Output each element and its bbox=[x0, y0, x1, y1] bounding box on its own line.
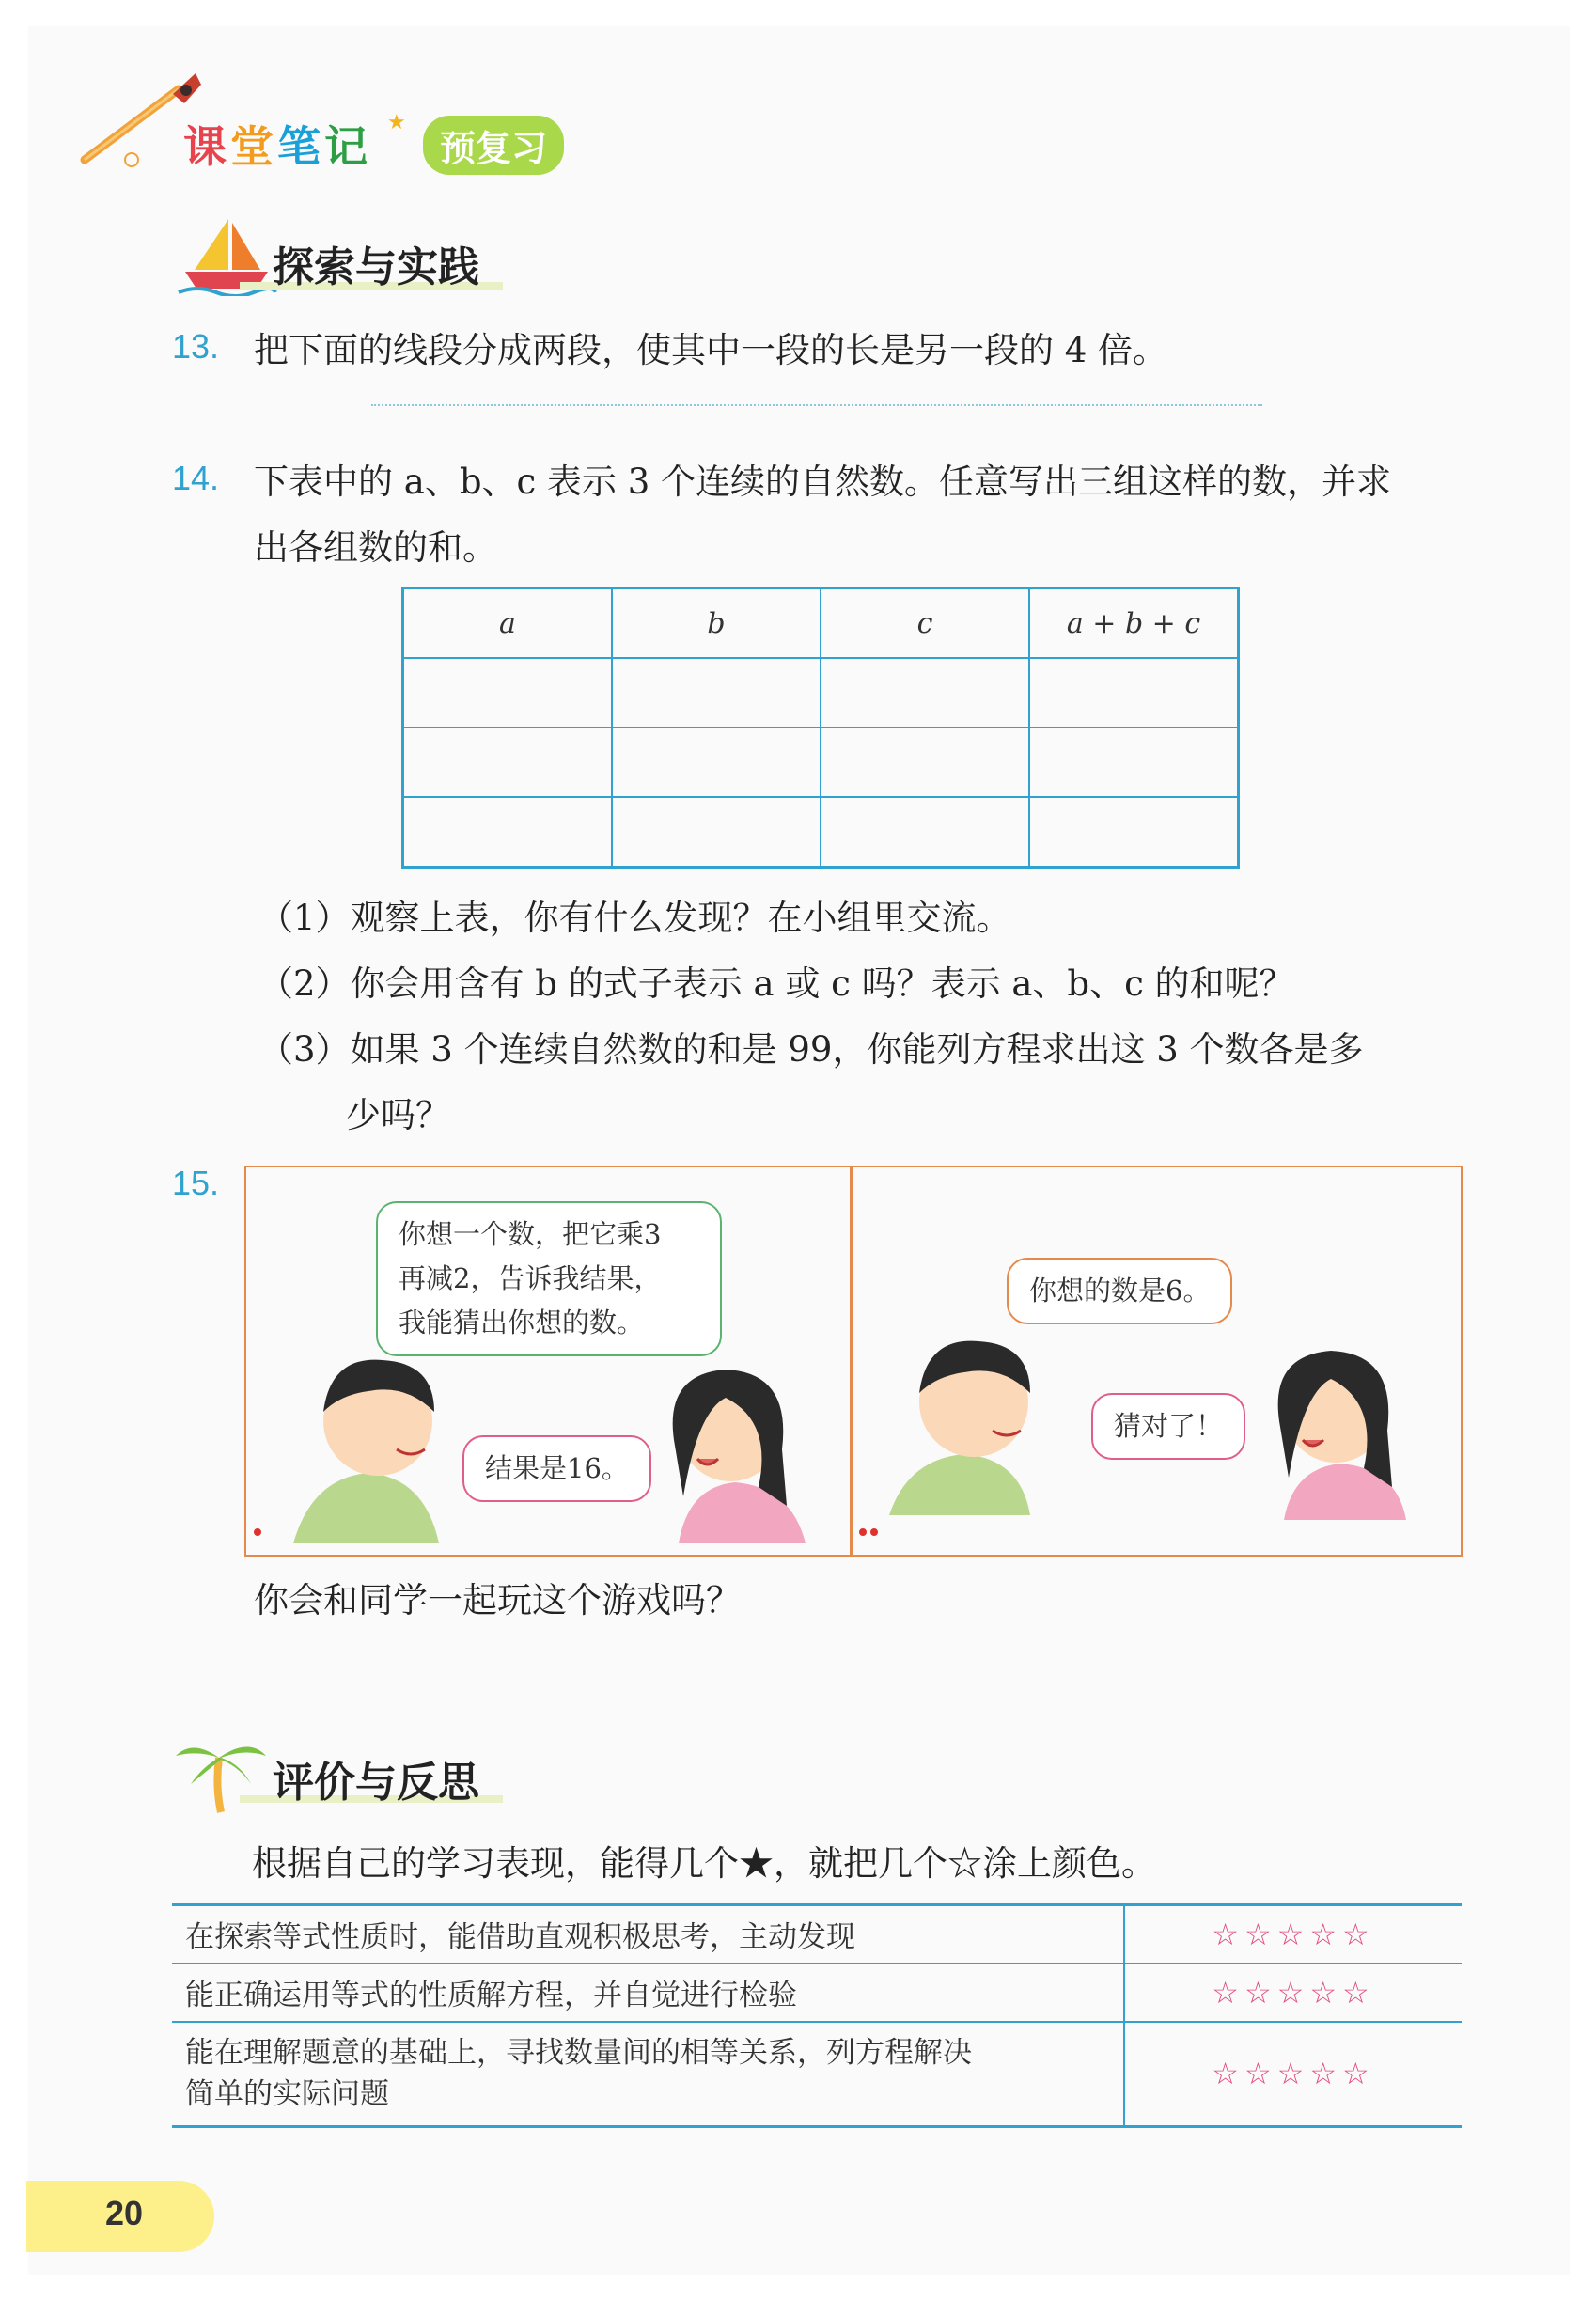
evaluation-table bbox=[172, 1903, 1462, 2128]
sub-question-3-line2: 少吗？ bbox=[346, 1095, 450, 1135]
panel-marker bbox=[859, 1528, 867, 1536]
sub-question-3-line1: （3）如果 3 个连续自然数的和是 99，你能列方程求出这 3 个数各是多 bbox=[258, 1029, 1364, 1070]
table-cell[interactable] bbox=[1029, 728, 1239, 797]
header-title bbox=[183, 113, 371, 175]
table-header-cell: c bbox=[821, 588, 1029, 659]
table-row bbox=[403, 797, 1239, 868]
comic-panel-right bbox=[850, 1166, 1463, 1557]
question-number: 13. bbox=[172, 327, 220, 366]
table-cell[interactable] bbox=[612, 658, 821, 728]
comic-panel-left bbox=[244, 1166, 853, 1557]
question-text: 把下面的线段分成两段，使其中一段的长是另一段的 4 倍。 bbox=[254, 330, 1168, 370]
table-cell[interactable] bbox=[612, 728, 821, 797]
question-number: 14. bbox=[172, 459, 220, 497]
star-rating[interactable]: ☆☆☆☆☆ bbox=[1124, 1905, 1462, 1964]
star-rating[interactable]: ☆☆☆☆☆ bbox=[1124, 2022, 1462, 2127]
page-number-tab bbox=[26, 2181, 214, 2252]
panel-marker bbox=[870, 1528, 878, 1536]
line-segment bbox=[371, 404, 1262, 406]
evaluation-criterion bbox=[172, 2022, 1124, 2127]
question-text: 你会和同学一起玩这个游戏吗？ bbox=[254, 1580, 741, 1620]
table-row bbox=[403, 728, 1239, 797]
question-text-line1: 下表中的 a、b、c 表示 3 个连续的自然数。任意写出三组这样的数，并求 bbox=[254, 462, 1392, 502]
table-row bbox=[403, 658, 1239, 728]
section-title-explore: 探索与实践 bbox=[273, 243, 479, 291]
table-header-cell: a + b + c bbox=[1029, 588, 1239, 659]
table-header-row bbox=[403, 588, 1239, 659]
header-char: 堂 bbox=[230, 121, 277, 172]
criterion-line: 能在理解题意的基础上，寻找数量间的相等关系，列方程解决 bbox=[185, 2036, 972, 2071]
header-badge: 预复习 bbox=[423, 116, 564, 175]
criterion-line: 简单的实际问题 bbox=[185, 2077, 389, 2112]
page-number: 20 bbox=[105, 2194, 144, 2232]
evaluation-criterion: 在探索等式性质时，能借助直观积极思考，主动发现 bbox=[172, 1905, 1124, 1964]
question-number: 15. bbox=[172, 1164, 220, 1202]
section-title-evaluate: 评价与反思 bbox=[273, 1759, 479, 1807]
table-cell[interactable] bbox=[1029, 797, 1239, 868]
bubble-line: 我能猜出你想的数。 bbox=[399, 1307, 645, 1338]
speech-bubble-girl-confirm: 猜对了！ bbox=[1091, 1393, 1245, 1460]
panel-marker bbox=[254, 1528, 261, 1536]
table-row bbox=[172, 1905, 1462, 1964]
bubble-line: 再减2，告诉我结果， bbox=[399, 1262, 662, 1294]
table-cell[interactable] bbox=[821, 728, 1029, 797]
table-cell[interactable] bbox=[403, 728, 613, 797]
children-illustration bbox=[880, 1308, 1444, 1543]
evaluation-instruction: 根据自己的学习表现，能得几个★，就把几个☆涂上颜色。 bbox=[252, 1843, 1156, 1884]
star-icon: ★ bbox=[387, 111, 406, 134]
table-header-cell: b bbox=[612, 588, 821, 659]
header-char: 课 bbox=[183, 121, 230, 172]
table-cell[interactable] bbox=[821, 658, 1029, 728]
children-illustration bbox=[284, 1318, 820, 1543]
table-cell[interactable] bbox=[821, 797, 1029, 868]
speech-bubble-girl: 结果是16。 bbox=[462, 1435, 651, 1502]
table-cell[interactable] bbox=[403, 658, 613, 728]
table-cell[interactable] bbox=[1029, 658, 1239, 728]
header-char: 记 bbox=[324, 121, 371, 172]
numbers-table bbox=[401, 587, 1240, 869]
header-char: 笔 bbox=[277, 121, 324, 172]
table-row bbox=[172, 1964, 1462, 2022]
evaluation-criterion: 能正确运用等式的性质解方程，并自觉进行检验 bbox=[172, 1964, 1124, 2022]
table-row bbox=[172, 2022, 1462, 2127]
table-cell[interactable] bbox=[612, 797, 821, 868]
sub-question-1: （1）观察上表，你有什么发现？在小组里交流。 bbox=[258, 898, 1011, 938]
table-header-cell: a bbox=[403, 588, 613, 659]
bubble-line: 你想一个数，把它乘3 bbox=[399, 1218, 662, 1250]
star-rating[interactable]: ☆☆☆☆☆ bbox=[1124, 1964, 1462, 2022]
sub-question-2: （2）你会用含有 b 的式子表示 a 或 c 吗？表示 a、b、c 的和呢？ bbox=[258, 963, 1294, 1004]
speech-bubble-boy-answer: 你想的数是6。 bbox=[1007, 1258, 1232, 1324]
table-cell[interactable] bbox=[403, 797, 613, 868]
question-text-line2: 出各组数的和。 bbox=[254, 527, 497, 568]
